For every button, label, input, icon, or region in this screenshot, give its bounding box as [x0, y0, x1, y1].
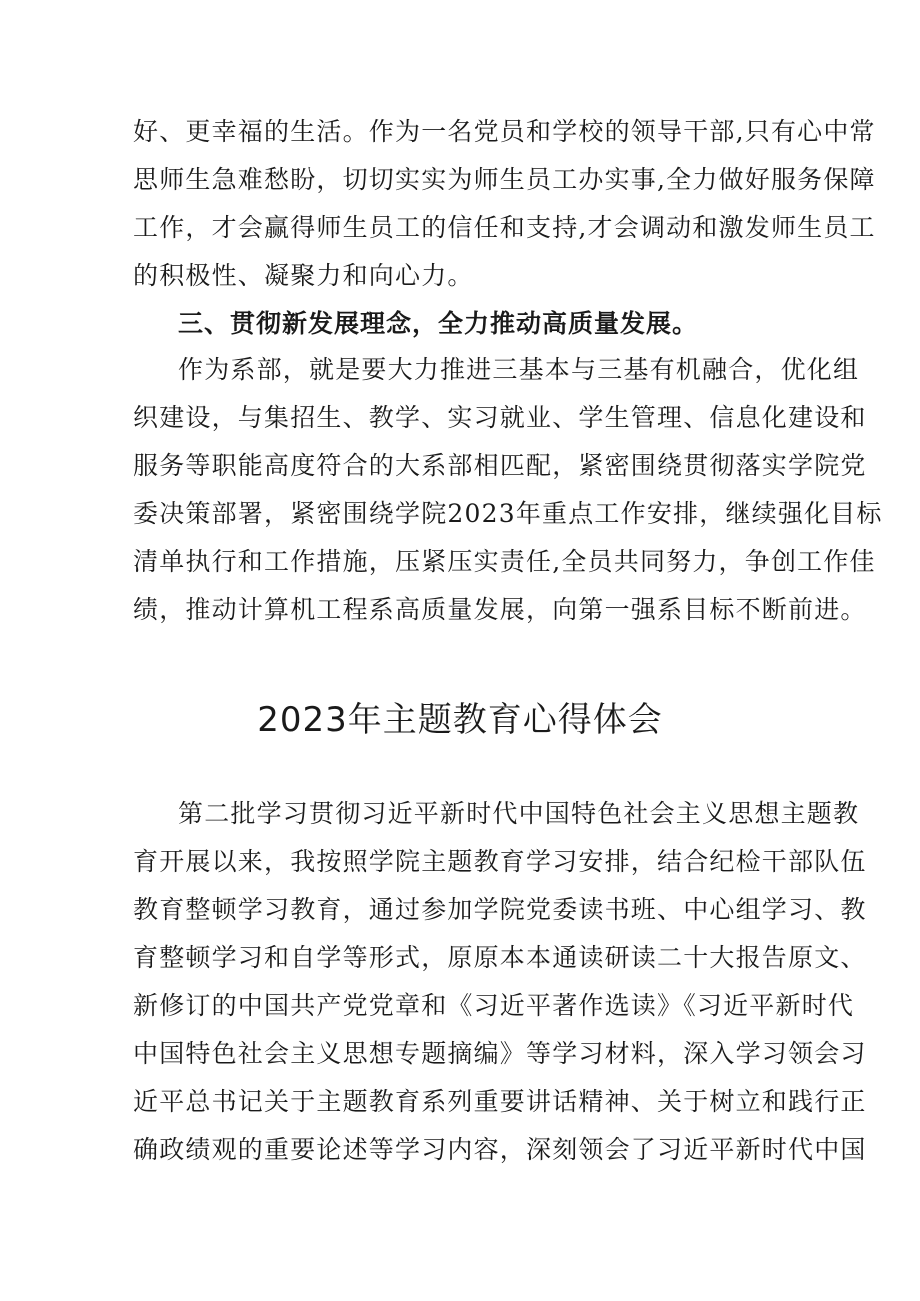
paragraph-line: 好、更幸福的生活。作为一名党员和学校的领导干部,只有心中常 [133, 117, 876, 146]
paragraph-line: 服务等职能高度符合的大系部相匹配，紧密围绕贯彻落实学院党 [133, 451, 867, 480]
document-title: 2023年主题教育心得体会 [257, 700, 663, 740]
paragraph-line: 委决策部署，紧密围绕学院2023年重点工作安排，继续强化目标 [133, 499, 883, 528]
paragraph-line: 绩，推动计算机工程系高质量发展，向第一强系目标不断前进。 [133, 595, 867, 624]
paragraph-line: 工作，才会赢得师生员工的信任和支持,才会调动和激发师生员工 [133, 213, 876, 242]
paragraph-line: 思师生急难愁盼，切切实实为师生员工办实事,全力做好服务保障 [133, 165, 876, 194]
section-heading: 三、贯彻新发展理念，全力推动高质量发展。 [178, 309, 699, 338]
paragraph-line: 的积极性、凝聚力和向心力。 [133, 261, 474, 290]
paragraph-line: 确政绩观的重要论述等学习内容，深刻领会了习近平新时代中国 [133, 1135, 867, 1164]
paragraph-bottom [133, 790, 867, 1174]
paragraph-line: 清单执行和工作措施，压紧压实责任,全员共同努力，争创工作佳 [133, 547, 876, 576]
paragraph-line: 第二批学习贯彻习近平新时代中国特色社会主义思想主题教 [178, 799, 860, 828]
paragraph-top [133, 108, 876, 300]
paragraph-line: 新修订的中国共产党党章和《习近平著作选读》《习近平新时代 [133, 991, 855, 1020]
paragraph-section [133, 346, 883, 634]
paragraph-line: 育整顿学习和自学等形式，原原本本通读研读二十大报告原文、 [133, 943, 867, 972]
paragraph-line: 中国特色社会主义思想专题摘编》等学习材料，深入学习领会习 [133, 1039, 867, 1068]
paragraph-line: 近平总书记关于主题教育系列重要讲话精神、关于树立和践行正 [133, 1087, 867, 1116]
paragraph-line: 织建设，与集招生、教学、实习就业、学生管理、信息化建设和 [133, 403, 867, 432]
paragraph-line: 育开展以来，我按照学院主题教育学习安排，结合纪检干部队伍 [133, 847, 867, 876]
paragraph-line: 作为系部，就是要大力推进三基本与三基有机融合，优化组 [178, 355, 860, 384]
paragraph-line: 教育整顿学习教育，通过参加学院党委读书班、中心组学习、教 [133, 895, 867, 924]
